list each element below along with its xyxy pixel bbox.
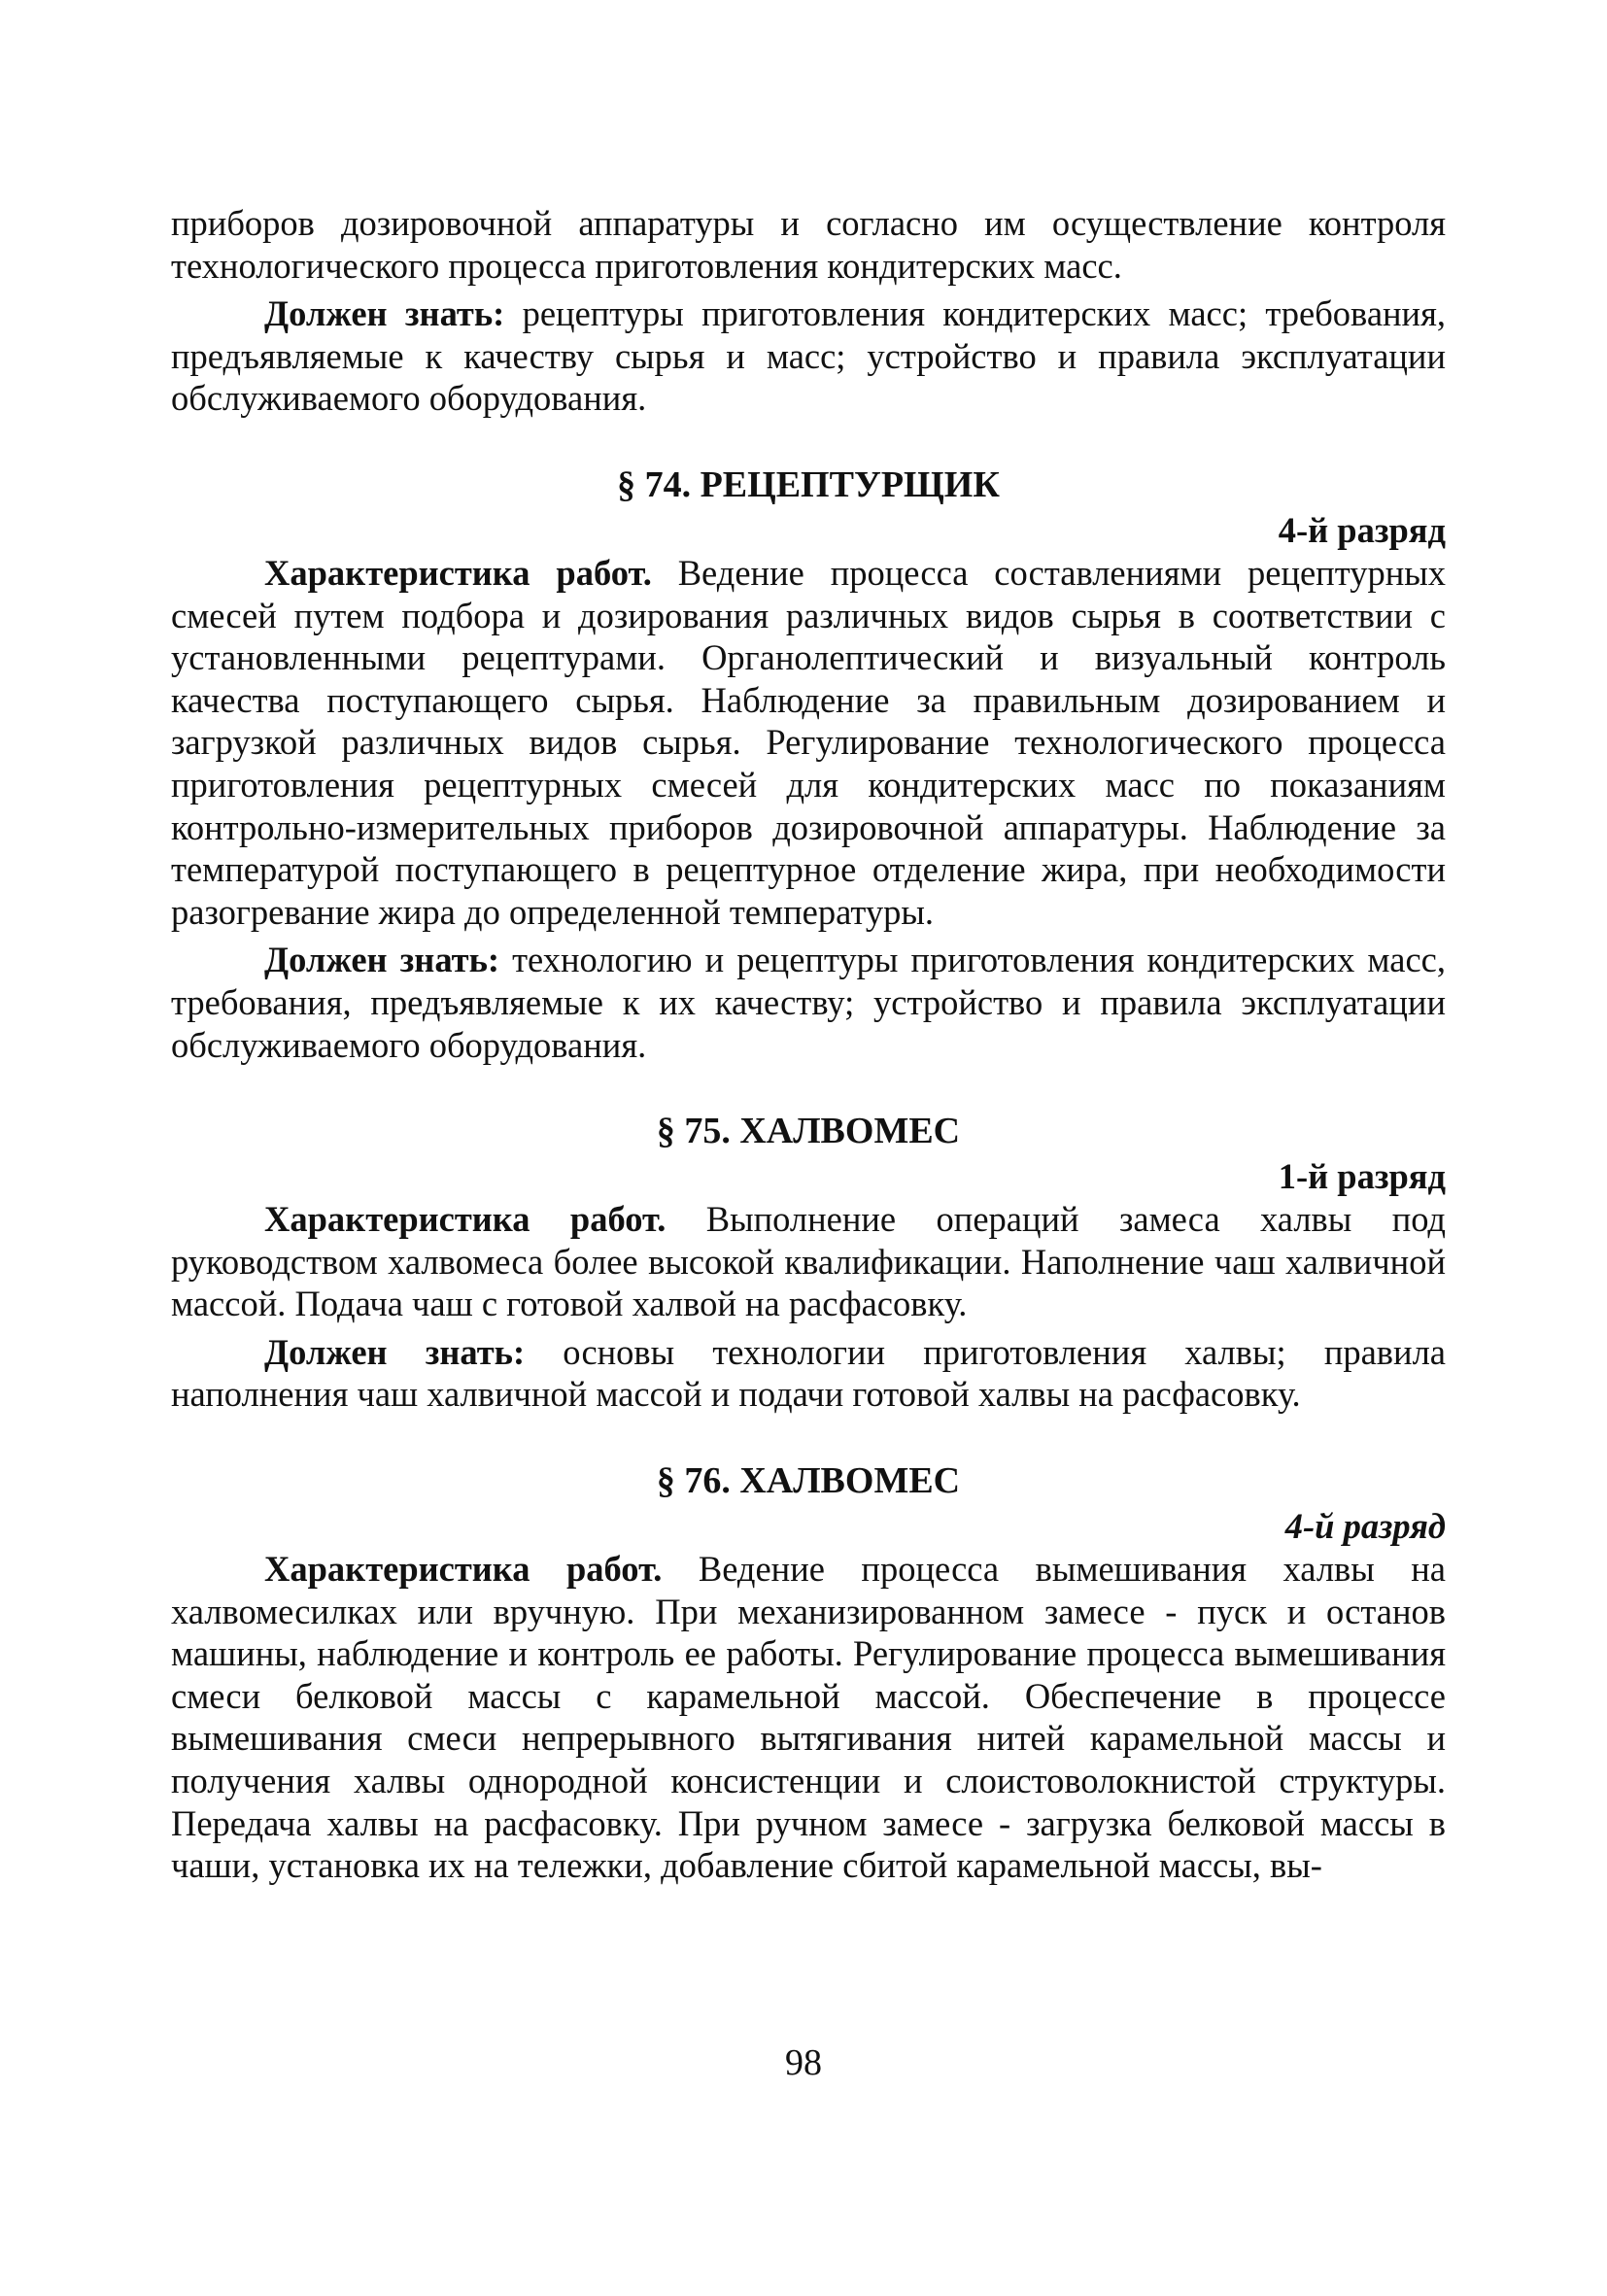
characteristics-text: Ведение процесса составлениями рецептурных смесей путем подбора и дозирования различных видов сырья в соответствии с установленными рецептурами. Органолептический и визуальный контроль качества поступающего сырья. Наблюдение за правильным дозированием и загрузкой различных видов сырья. Регулирование технологического процесса приготовления рецептурных смесей для кондитерских масс по показаниям контрольно-измерительных приборов дозировочной аппаратуры. Наблюдение за температурой поступающего в рецептурное отделение жира, при необходимости разогревание жира до определенной температуры.: [171, 552, 1446, 932]
section-heading: § 74. РЕЦЕПТУРЩИК: [617, 463, 1000, 505]
must-know-label: Должен знать:: [264, 1331, 526, 1372]
must-know-text: рецептуры приготовления кондитерских масс; требования, предъявляемые к качеству сырья и масс; устройство и правила эксплуатации обслуживаемого оборудования.: [171, 293, 1446, 419]
must-know-paragraph: [171, 1331, 1446, 1416]
characteristics-text: Выполнение операций замеса халвы под руководством халвомеса более высокой квалификации. Наполнение чаш халвичной массой. Подача чаш с готовой халвой на расфасовку.: [171, 1199, 1447, 1324]
must-know-paragraph: [171, 939, 1446, 1066]
page-number: 98: [785, 2042, 822, 2083]
section-heading: § 76. ХАЛВОМЕС: [656, 1460, 961, 1502]
must-know-label: Должен знать:: [264, 293, 505, 334]
must-know-text: основы технологии приготовления халвы; правила наполнения чаш халвичной массой и подачи готовой халвы на расфасовку.: [171, 1331, 1446, 1415]
must-know-label: Должен знать:: [264, 940, 500, 980]
characteristics-paragraph: [171, 1198, 1446, 1325]
section-74: [171, 463, 1446, 1066]
characteristics-label: Характеристика работ.: [264, 1199, 667, 1240]
characteristics-label: Характеристика работ.: [264, 1549, 663, 1590]
section-75: [171, 1109, 1446, 1416]
intro-continuation-paragraph: приборов дозировочной аппаратуры и согласно им осуществление контроля технологического процесса приготовления кондитерских масс.: [171, 203, 1446, 286]
intro-must-know-paragraph: [171, 292, 1446, 420]
section-grade: 4-й разряд: [1284, 1506, 1446, 1547]
section-heading: § 75. ХАЛВОМЕС: [656, 1111, 961, 1152]
characteristics-label: Характеристика работ.: [264, 552, 652, 593]
characteristics-text: Ведение процесса вымешивания халвы на халвомесилках или вручную. При механизированном замесе - пуск и останов машины, наблюдение и контроль ее работы. Регулирование процесса вымешивания смеси белковой массы с карамельной массой. Обеспечение в процессе вымешивания смеси непрерывного вытягивания нитей карамельной массы и получения халвы однородной консистенции и слоистоволокнистой структуры. Передача халвы на расфасовку. При ручном замесе - загрузка белковой массы в чаши, установка их на тележки, добавление сбитой карамельной массы, вы-: [171, 1549, 1446, 1886]
section-grade: 1-й разряд: [1278, 1156, 1446, 1197]
section-grade: 4-й разряд: [1278, 509, 1446, 550]
characteristics-paragraph: [171, 1548, 1446, 1887]
page-body: [171, 202, 1446, 1887]
characteristics-paragraph: [171, 552, 1446, 933]
section-76: [171, 1458, 1446, 1887]
must-know-text: технологию и рецептуры приготовления кондитерских масс, требования, предъявляемые к их качеству; устройство и правила эксплуатации обслуживаемого оборудования.: [171, 940, 1446, 1065]
